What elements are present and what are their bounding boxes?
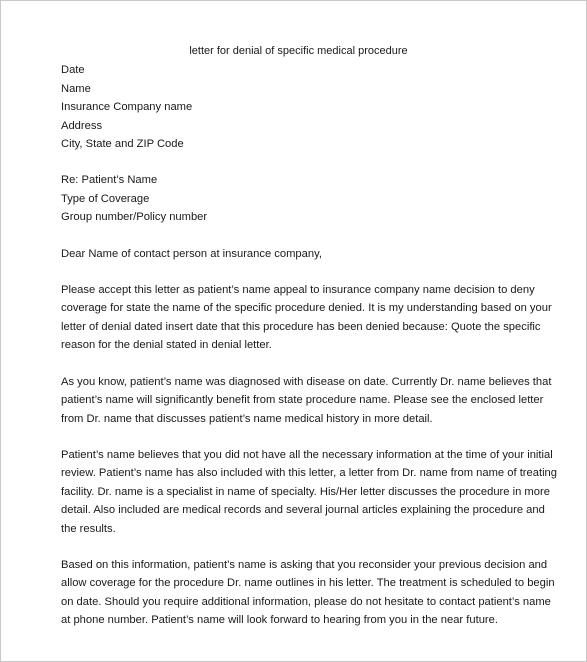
sender-block <box>61 61 536 153</box>
sender-line-company: Insurance Company name <box>61 101 193 114</box>
paragraph-information <box>61 446 558 538</box>
salutation: Dear Name of contact person at insurance company, <box>61 247 322 260</box>
paragraph-line: the results. <box>61 522 116 535</box>
re-line-patient: Re: Patient’s Name <box>61 174 158 187</box>
letter-body <box>61 42 558 630</box>
spacer <box>61 355 536 373</box>
sender-line-address: Address <box>61 119 103 132</box>
paragraph-line: Patient’s name believes that you did not have all the necessary information at the time of your initial <box>61 448 553 461</box>
spacer <box>61 538 536 556</box>
paragraph-line: facility. Dr. name is a specialist in name of specialty. His/Her letter discusses the procedure in more <box>61 485 550 498</box>
spacer <box>61 428 536 446</box>
re-line-policy: Group number/Policy number <box>61 211 208 224</box>
paragraph-line: at phone number. Patient’s name will look forward to hearing from you in the near future. <box>61 614 498 627</box>
paragraph-line: allow coverage for the procedure Dr. name outlines in his letter. The treatment is scheduled to begin <box>61 577 555 590</box>
paragraph-line: Please accept this letter as patient’s name appeal to insurance company name decision to deny <box>61 284 535 297</box>
paragraph-line: letter of denial dated insert date that this procedure has been denied because: Quote the specific <box>61 320 541 333</box>
sender-line-city: City, State and ZIP Code <box>61 138 184 151</box>
letter-title: letter for denial of specific medical procedure <box>189 45 408 57</box>
paragraph-reconsider <box>61 556 555 630</box>
paragraph-line: patient’s name will significantly benefit from state procedure name. Please see the enclosed letter <box>61 394 544 407</box>
spacer <box>61 263 536 281</box>
paragraph-line: coverage for state the name of the specific procedure denied. It is my understanding based on your <box>61 302 552 315</box>
paragraph-line: detail. Also included are medical records and several journal articles explaining the procedure and <box>61 504 545 517</box>
paragraph-line: from Dr. name that discusses patient’s name medical history in more detail. <box>61 412 433 425</box>
paragraph-line: Based on this information, patient’s name is asking that you reconsider your previous decision and <box>61 558 548 571</box>
sender-line-name: Name <box>61 82 91 95</box>
re-block <box>61 171 536 226</box>
paragraph-appeal <box>61 281 552 355</box>
paragraph-line: As you know, patient’s name was diagnosed with disease on date. Currently Dr. name believes that <box>61 375 552 388</box>
paragraph-line: review. Patient’s name has also included with this letter, a letter from Dr. name from name of treating <box>61 467 558 480</box>
spacer <box>61 227 536 245</box>
spacer <box>61 153 536 171</box>
paragraph-line: reason for the denial stated in denial letter. <box>61 339 272 352</box>
sender-line-date: Date <box>61 64 85 77</box>
paragraph-line: on date. Should you require additional information, please do not hesitate to contact patient’s name <box>61 595 551 608</box>
re-line-coverage: Type of Coverage <box>61 192 150 205</box>
paragraph-diagnosis <box>61 373 552 428</box>
